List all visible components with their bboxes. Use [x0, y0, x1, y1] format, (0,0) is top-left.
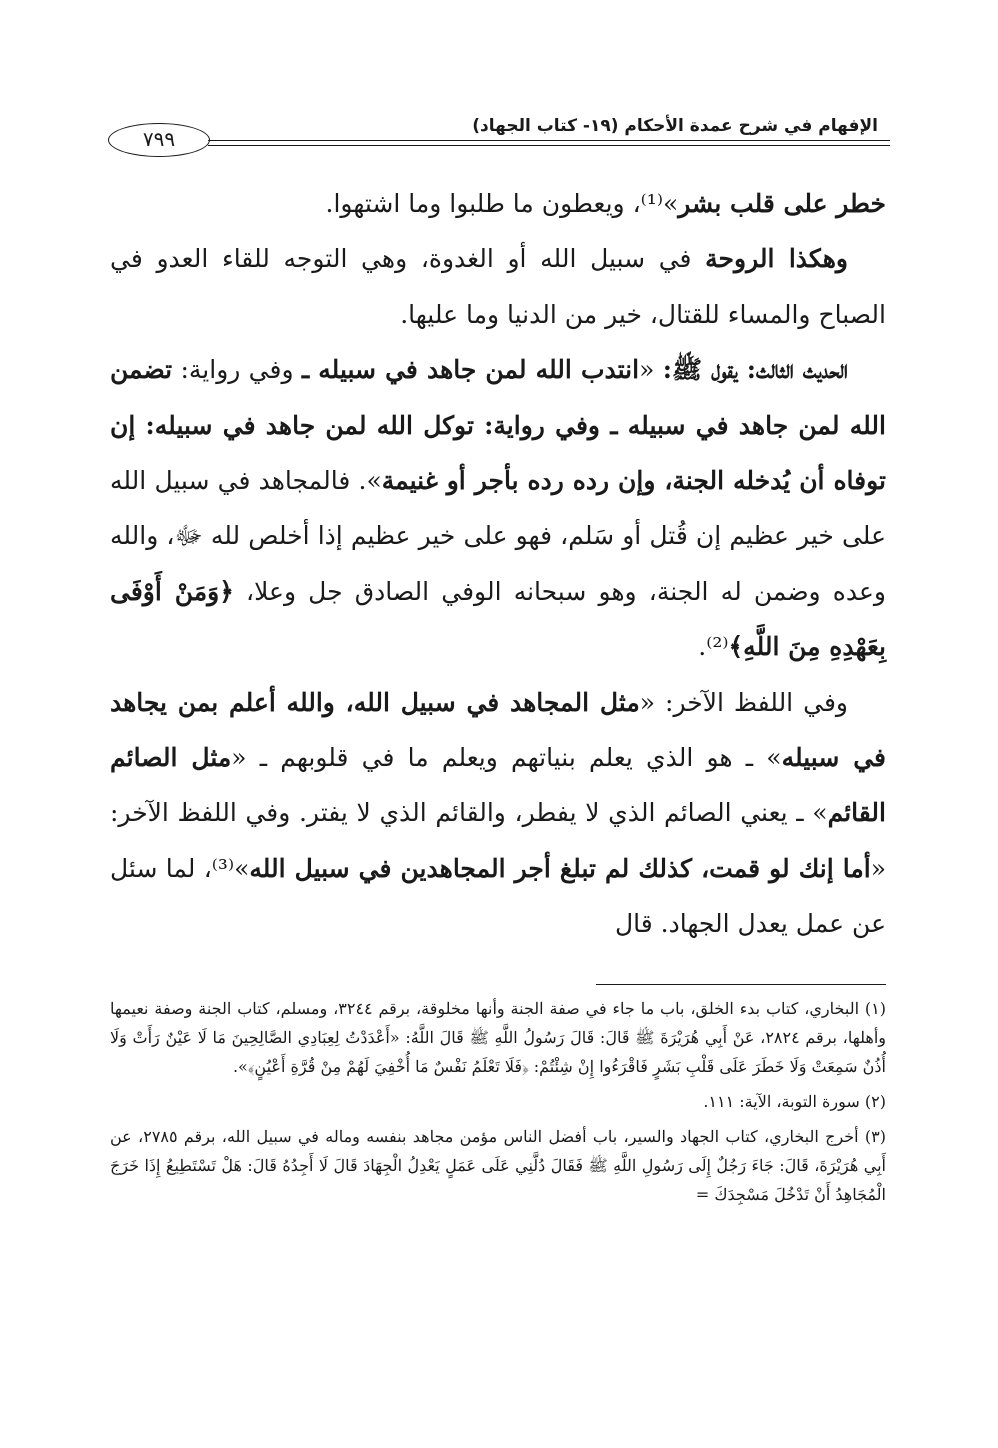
paragraph-3	[110, 342, 886, 674]
hadith-quote: مثل الصائم القائم	[110, 743, 886, 828]
text-run: »⁽¹⁾، ويعطون ما طلبوا وما اشتهوا.	[325, 189, 679, 218]
text-run: »⁽³⁾، لما سئل عن عمل يعدل الجهاد. قال	[110, 853, 886, 939]
running-header-title: الإفهام في شرح عمدة الأحكام (١٩- كتاب الجهاد)	[472, 116, 878, 136]
hadith-heading: الحديث الثالث: يقول ﷺ:	[662, 355, 848, 385]
bold-phrase: خطر على قلب بشر	[678, 189, 886, 218]
footnote-3: (٣) أخرج البخاري، كتاب الجهاد والسير، باب أفضل الناس مؤمن مجاهد بنفسه وماله في سبيل الله، برقم ٢٧٨٥، عن أَبِي هُرَيْرَةَ، قَالَ: جَاءَ رَجُلٌ إِلَى رَسُولِ اللَّهِ ﷺ فَقَالَ دُلَّنِي عَلَى عَمَلٍ يَعْدِلُ الْجِهَادَ قَالَ لَا أَجِدُهُ قَالَ: هَلْ تَسْتَطِيعُ إِذَا خَرَجَ الْمُجَاهِدُ أَنْ تَدْخُلَ مَسْجِدَكَ =	[110, 1127, 887, 1204]
page-header	[108, 110, 890, 160]
text-run: ». فالمجاهد في سبيل الله على خير عظيم إن قُتل أو سَلم، فهو على خير عظيم إذا أخلص لله ﷻ، والله وعده وضمن له الجنة، وهو سبحانه الوفي الصادق جل وعلا،	[110, 466, 887, 606]
footnote-ref: ⁽²⁾.	[698, 632, 729, 662]
page-number: ٧٩٩	[108, 123, 210, 157]
text-run: «	[639, 355, 663, 385]
bold-phrase: وهكذا الروحة	[705, 244, 848, 274]
text-run: » ـ هو الذي يعلم بنياتهم ويعلم ما في قلوبهم ـ «	[231, 743, 782, 773]
paragraph-2	[110, 231, 886, 342]
paragraph-1	[110, 176, 886, 231]
text-run: » ـ يعني الصائم الذي لا يفطر، والقائم الذي لا يفتر. وفي اللفظ الآخر: «	[110, 798, 886, 883]
footnote-2: (٢) سورة التوبة، الآية: ١١١.	[703, 1092, 886, 1111]
footnotes	[110, 994, 886, 1215]
footnote-1: (١) البخاري، كتاب بدء الخلق، باب ما جاء في صفة الجنة وأنها مخلوقة، برقم ٣٢٤٤، ومسلم، كتاب الجنة وصفة نعيمها وأهلها، برقم ٢٨٢٤، عَنْ أَبِي هُرَيْرَةَ ﷺ قَالَ: قَالَ رَسُولُ اللَّهِ ﷺ قَالَ اللَّهُ: «أَعْدَدْتُ لِعِبَادِي الصَّالِحِينَ مَا لَا عَيْنٌ رَأَتْ وَلَا أُذُنٌ سَمِعَتْ وَلَا خَطَرَ عَلَى قَلْبِ بَشَرٍ فَاقْرَءُوا إِنْ شِئْتُمْ: ﴿فَلَا تَعْلَمُ نَفْسٌ مَا أُخْفِيَ لَهُمْ مِنْ قُرَّةِ أَعْيُنٍ﴾».	[110, 999, 886, 1076]
hadith-quote: انتدب الله لمن جاهد في سبيله ـ	[301, 355, 640, 385]
text-run: وفي رواية:	[172, 355, 302, 385]
footnote-separator	[596, 984, 886, 985]
main-text	[110, 176, 886, 952]
hadith-quote: تضمن الله لمن جاهد في سبيله ـ وفي رواية: توكل الله لمن جاهد في سبيله: إن توفاه أن يُدخله الجنة، وإن رده رده بأجر أو غنيمة	[110, 355, 886, 496]
text-run: في سبيل الله أو الغدوة، وهي التوجه للقاء العدو في الصباح والمساء للقتال، خير من الدنيا وما عليها.	[110, 244, 886, 329]
text-run: وفي اللفظ الآخر: «	[639, 687, 848, 717]
hadith-quote: أما إنك لو قمت، كذلك لم تبلغ أجر المجاهدين في سبيل الله	[249, 853, 871, 883]
quran-verse: ﴿وَمَنْ أَوْفَى بِعَهْدِهِ مِنَ اللَّهِ﴾	[110, 576, 886, 662]
paragraph-4	[110, 675, 886, 952]
header-double-rule	[208, 140, 890, 146]
hadith-quote: مثل المجاهد في سبيل الله، والله أعلم بمن يجاهد في سبيله	[110, 687, 886, 773]
